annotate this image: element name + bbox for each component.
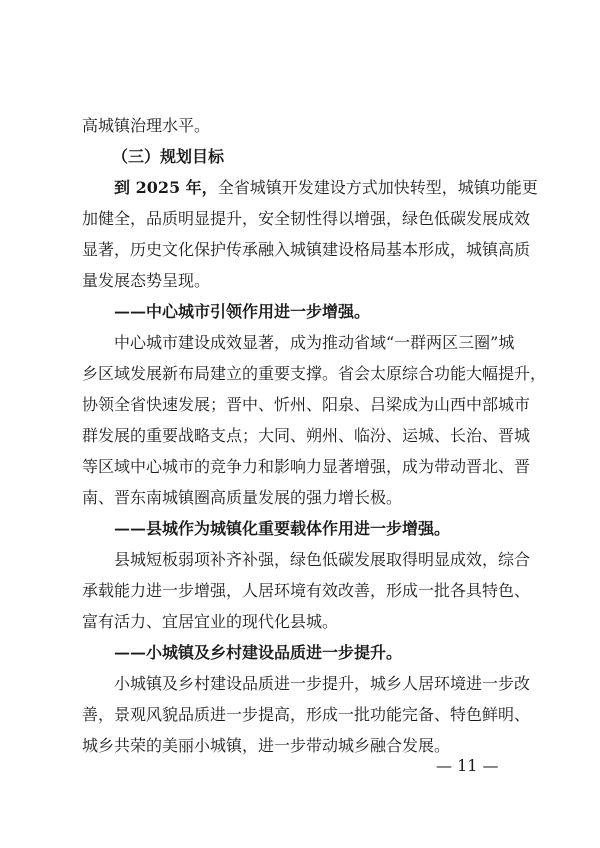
goal-line-3: 显著，历史文化保护传承融入城镇建设格局基本形成，城镇高质 <box>82 240 531 259</box>
point1-line-3: 协领全省快速发展；晋中、忻州、阳泉、吕梁成为山西中部城市 <box>82 395 531 414</box>
point3-line-3: 城乡共荣的美丽小城镇，进一步带动城乡融合发展。 <box>82 736 451 755</box>
paragraph-tail: 高城镇治理水平。 <box>82 116 211 135</box>
point2-line-1: 县城短板弱项补齐补强，绿色低碳发展取得明显成效，综合 <box>114 550 531 569</box>
point1-line-6: 南、晋东南城镇圈高质量发展的强力增长极。 <box>82 488 403 507</box>
goal-line-2: 加健全，品质明显提升，安全韧性得以增强，绿色低碳发展成效 <box>82 209 531 228</box>
point2-line-3: 富有活力、宜居宜业的现代化县城。 <box>82 612 339 631</box>
section-heading: （三）规划目标 <box>112 147 225 166</box>
point3-line-2: 善，景观风貌品质进一步提高，形成一批功能完备、特色鲜明、 <box>82 705 531 724</box>
page-number: — 11 — <box>436 756 499 775</box>
point2-line-2: 承载能力进一步增强，人居环境有效改善，形成一批各具特色、 <box>82 581 531 600</box>
point-title-county-towns: ——县城作为城镇化重要载体作用进一步增强。 <box>114 519 451 538</box>
point3-line-1: 小城镇及乡村建设品质进一步提升，城乡人居环境进一步改 <box>114 674 531 693</box>
goal-line-4: 量发展态势呈现。 <box>82 271 211 290</box>
point1-line-2: 乡区域发展新布局建立的重要支撑。省会太原综合功能大幅提升， <box>82 364 547 383</box>
goal-lead: 到 2025 年， <box>114 178 218 197</box>
goal-line-1: 全省城镇开发建设方式加快转型，城镇功能更 <box>217 178 538 197</box>
goal-paragraph-line-1 <box>114 177 554 199</box>
point-title-central-cities: ——中心城市引领作用进一步增强。 <box>114 302 371 321</box>
point-title-small-towns: ——小城镇及乡村建设品质进一步提升。 <box>114 643 403 662</box>
point1-line-1: 中心城市建设成效显著，成为推动省域“一群两区三圈”城 <box>114 333 515 352</box>
point1-line-5: 等区域中心城市的竞争力和影响力显著增强，成为带动晋北、晋 <box>82 457 531 476</box>
point1-line-4: 群发展的重要战略支点；大同、朔州、临汾、运城、长治、晋城 <box>82 426 531 445</box>
